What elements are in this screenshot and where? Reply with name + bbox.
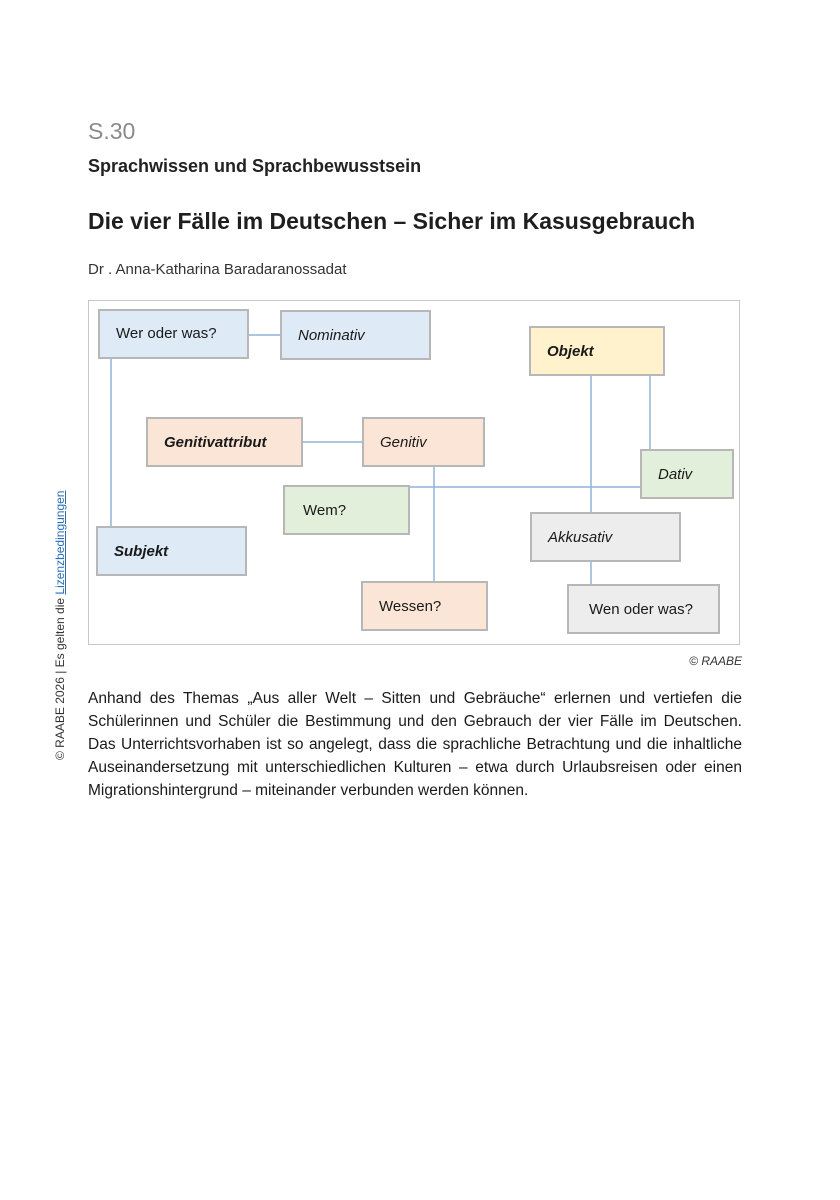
box-wen-oder-was: Wen oder was?	[567, 584, 720, 634]
page-title: Die vier Fälle im Deutschen – Sicher im Kasusgebrauch	[88, 208, 696, 234]
box-dativ: Dativ	[640, 449, 734, 499]
box-nominativ: Nominativ	[280, 310, 431, 360]
page-number: S.30	[88, 118, 136, 144]
box-wem: Wem?	[283, 485, 410, 535]
license-note	[52, 480, 68, 760]
box-subjekt: Subjekt	[96, 526, 247, 576]
case-diagram	[88, 300, 740, 645]
license-link[interactable]: Lizenzbedingungen	[53, 490, 67, 595]
author: Dr . Anna-Katharina Baradaranossadat	[88, 261, 347, 278]
image-credit: © RAABE	[689, 654, 742, 668]
box-objekt: Objekt	[529, 326, 665, 376]
copyright-text: © RAABE 2026 | Es gelten die	[53, 594, 67, 760]
box-genitivattribut: Genitivattribut	[146, 417, 303, 467]
subject-heading: Sprachwissen und Sprachbewusstsein	[88, 156, 422, 176]
box-akkusativ: Akkusativ	[530, 512, 681, 562]
body-paragraph: Anhand des Themas „Aus aller Welt – Sitten und Gebräuche“ erlernen und vertiefen die Schülerinnen und Schüler die Bestimmung und den Gebrauch der vier Fälle im Deutschen. Das Unterrichtsvorhaben ist so angelegt, dass die sprachliche Betrachtung und die inhaltliche Auseinandersetzung mit unterschiedlichen Kulturen – etwa durch Urlaubsreisen oder einen Migrationshintergrund – miteinander verbunden werden können.	[88, 690, 742, 799]
box-wessen: Wessen?	[361, 581, 488, 631]
box-genitiv: Genitiv	[362, 417, 485, 467]
box-wer-oder-was: Wer oder was?	[98, 309, 249, 359]
